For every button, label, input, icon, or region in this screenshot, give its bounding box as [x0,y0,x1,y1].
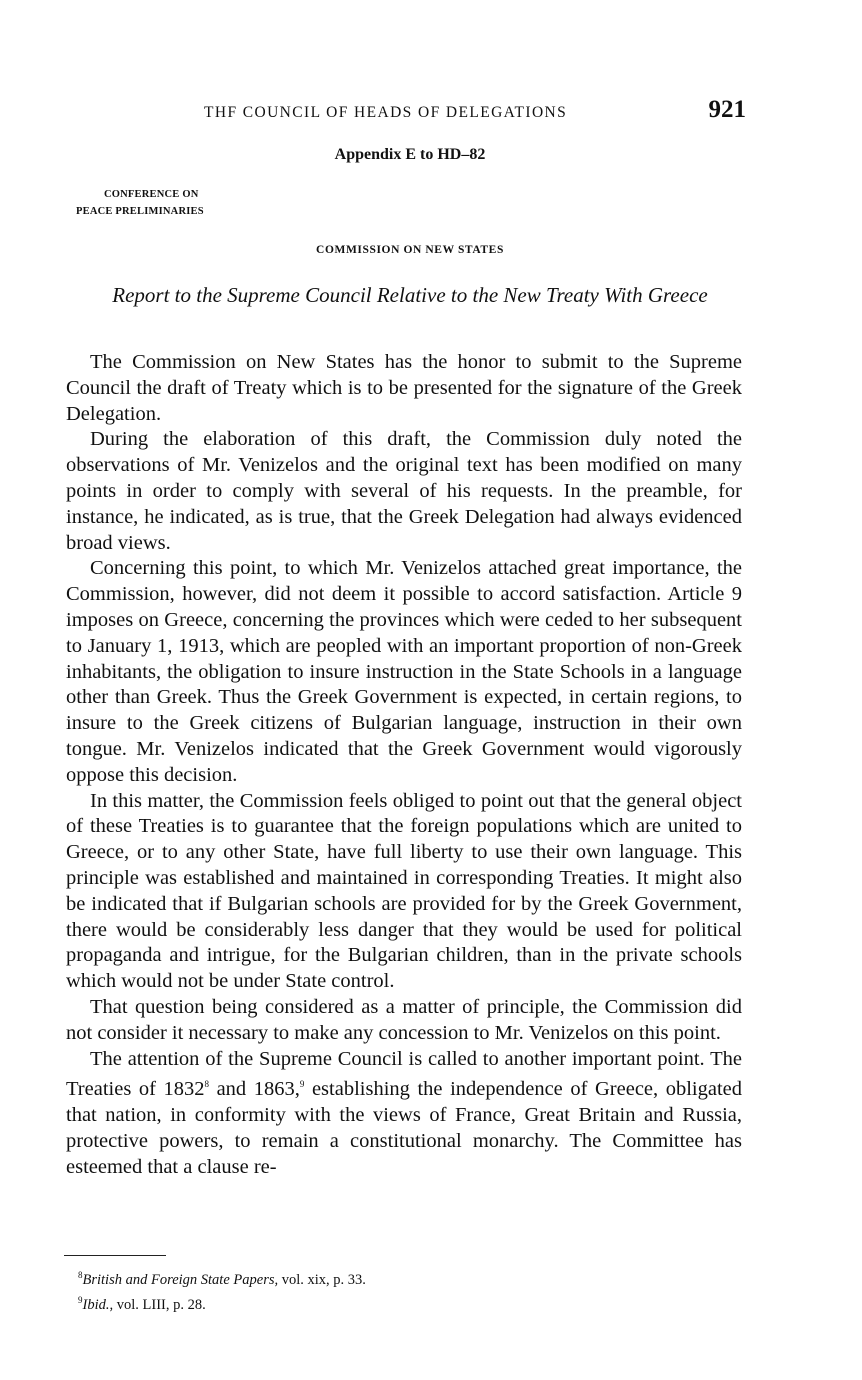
footnote [78,1290,366,1315]
paragraph: In this matter, the Commission feels obliged to point out that the general object of these Treaties is to guarantee that the foreign populations which are united to Greece, or to any other State, have full liberty to use their own language. This principle was established and maintained in corresponding Treaties. It might also be indicated that if Bulgarian schools are provided for by the Greek Government, there would be considerably less danger that they would be used for political propaganda and intrigue, for the Bulgarian children, than in the private schools which would not be under State control. [66,789,742,993]
organization-line-1: CONFERENCE ON [104,189,199,200]
footnote-divider [64,1255,166,1256]
paragraph: During the elaboration of this draft, the Commission duly noted the observations of Mr. Venizelos and the original text has been modified on many points in order to comply with several of his requests. In the preamble, for instance, he indicated, as is true, that the Greek Delegation had always evidenced broad views. [66,428,742,554]
running-title: THF COUNCIL OF HEADS OF DELEGATIONS [204,104,568,121]
commission-heading: COMMISSION ON NEW STATES [316,244,504,256]
footnotes [78,1265,366,1315]
appendix-heading: Appendix E to HD–82 [334,146,486,163]
footnote-reference: 9 [299,1079,305,1090]
paragraph-text: The attention of the Supreme Council is called to another important point. The Treaties of 1832 [66,1047,742,1101]
footnote-citation: vol. xix, p. 33. [278,1271,366,1288]
footnote [78,1265,366,1290]
paragraph: The Commission on New States has the honor to submit to the Supreme Council the draft of Treaty which is to be presented for the signature of the Greek Delegation. [66,351,742,425]
footnote-source-title: British and Foreign State Papers, [82,1271,279,1288]
footnote-source-title: Ibid., [82,1296,114,1313]
paragraph: That question being considered as a matter of principle, the Commission did not consider it necessary to make any concession to Mr. Venizelos on this point. [66,995,742,1044]
organization-line-2: PEACE PRELIMINARIES [76,206,204,217]
paragraph-text: and 1863, [209,1078,300,1101]
paragraph-text: establishing the independence of Greece, obligated that nation, in conformity with the views of France, Great Britain and Russia, protective powers, to remain a constitutional monarchy. The Committee has esteemed that a clause re- [66,1078,742,1178]
footnote-reference: 8 [204,1079,210,1090]
body-text [66,350,742,1180]
organization-label [76,186,204,220]
page-number: 921 [708,96,746,123]
footnote-mark: 9 [78,1294,83,1305]
running-header [64,96,746,130]
paragraph [66,1047,742,1181]
footnote-mark: 8 [78,1270,83,1280]
paragraph: Concerning this point, to which Mr. Venizelos attached great importance, the Commission, however, did not deem it possible to accord satisfaction. Article 9 imposes on Greece, concerning the provinces which were ceded to her subsequent to January 1, 1913, which are peopled with an important proportion of non-Greek inhabitants, the obligation to insure instruction in the State Schools in a language other than Greek. Thus the Greek Government is expected, in certain regions, to insure to the Greek citizens of Bulgarian language, instruction in their own tongue. Mr. Venizelos indicated that the Greek Government would vigorously oppose this decision. [66,557,742,786]
footnote-citation: vol. LIII, p. 28. [113,1296,206,1313]
report-title: Report to the Supreme Council Relative to the New Treaty With Greece [112,283,708,307]
